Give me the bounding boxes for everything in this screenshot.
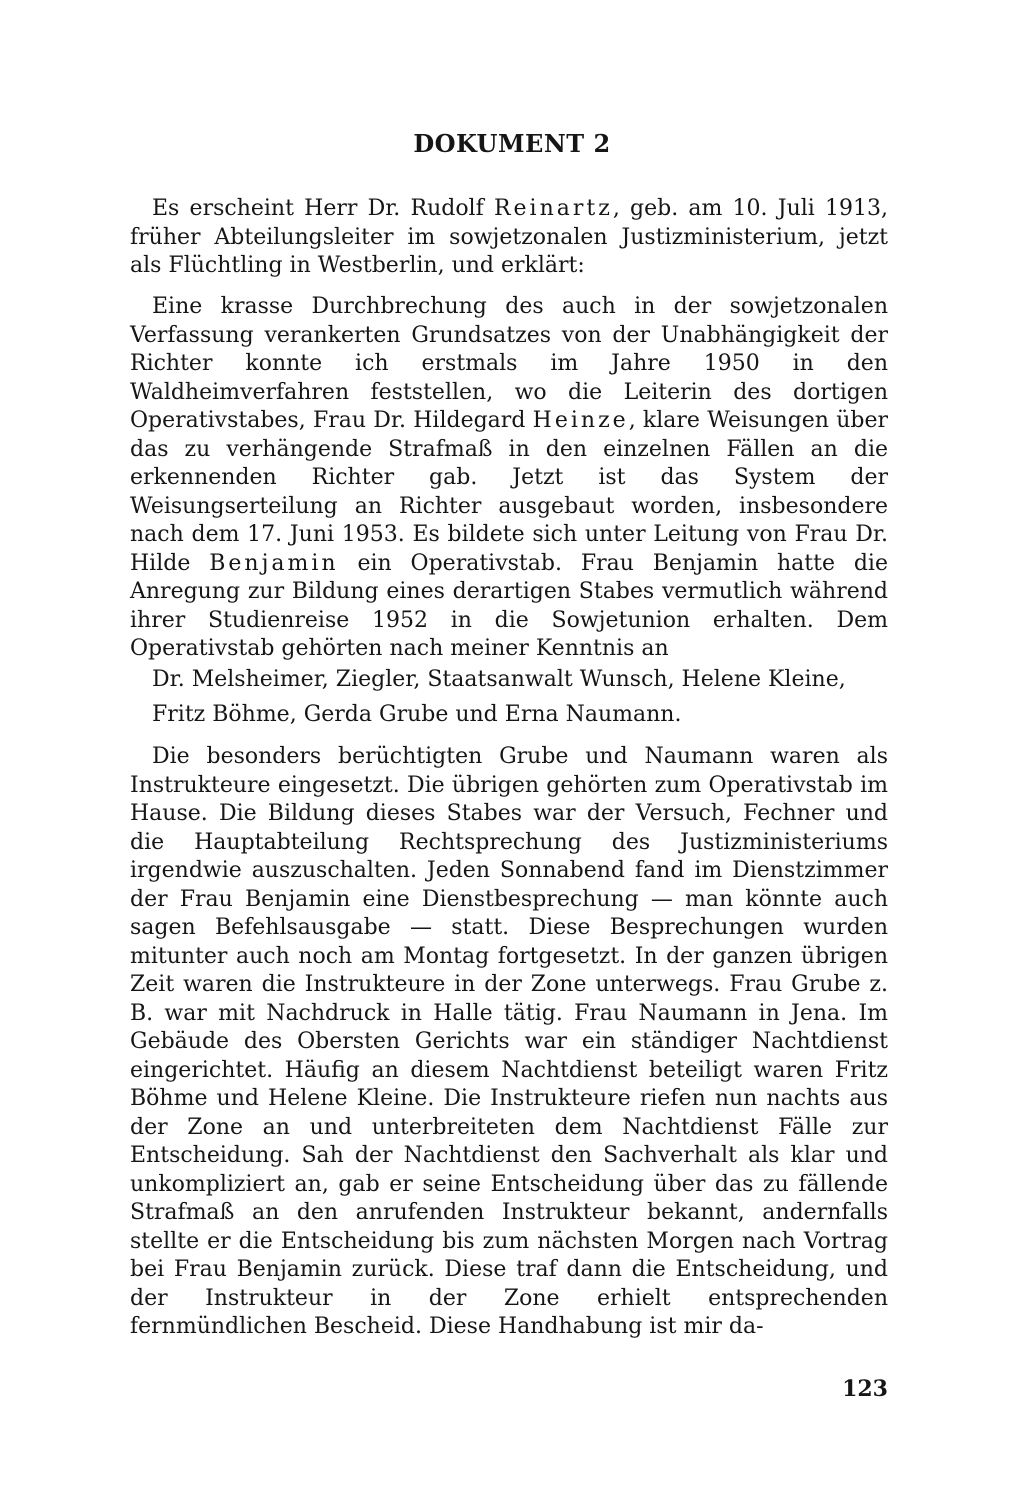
names-line-2: Fritz Böhme, Gerda Grube und Erna Naumann. xyxy=(152,702,682,727)
intro-before-name: Es erscheint Herr Dr. Rudolf xyxy=(152,196,494,221)
statement-part-1: Eine krasse Durchbrechung des auch in der sowjetzonalen Verfassung verankerten Grundsatzes von der Unabhängigkeit der Richter konnte ich erstmals im Jahre 1950 in den Waldheimverfahren feststellen, wo die Leiterin des dortigen Operativstabes, Frau Dr. Hildegard xyxy=(130,294,888,433)
statement-part-3: ein Operativstab. Frau Benjamin hatte die Anregung zur Bildung eines derartigen Stabes vermutlich während ihrer Studienreise 1952 in die Sowjetunion erhalten. Dem Operativstab gehörten nach meiner Kenntnis an xyxy=(130,550,888,661)
intro-name-spaced: Reinartz xyxy=(493,196,613,221)
intro-after-name: , geb. am 10. Juli 1913, früher Abteilungsleiter im sowjetzonalen Justizministerium, jetzt als Flüchtling in Westberlin, und erklärt: xyxy=(130,196,888,278)
names-list xyxy=(130,662,888,732)
intro-text xyxy=(130,195,888,281)
names-line-1: Dr. Melsheimer, Ziegler, Staatsanwalt Wunsch, Helene Kleine, xyxy=(152,667,846,692)
statement-name-benjamin: Benjamin xyxy=(209,550,339,576)
statement-paragraph xyxy=(130,293,888,664)
statement-text xyxy=(130,293,888,664)
body-text: Die besonders berüchtigten Grube und Naumann waren als Instrukteure eingesetzt. Die übrigen gehörten zum Operativstab im Hause. Die Bildung dieses Stabes war der Versuch, Fechner und die Hauptabteilung Rechtsprechung des Justizministeriums irgendwie auszuschalten. Jeden Sonnabend fand im Dienstzimmer der Frau Benjamin eine Dienstbesprechung — man könnte auch sagen Befehlsausgabe — statt. Diese Besprechungen wurden mitunter auch noch am Montag fortgesetzt. In der ganzen übrigen Zeit waren die Instrukteure in der Zone unterwegs. Frau Grube z. B. war mit Nachdruck in Halle tätig. Frau Naumann in Jena. Im Gebäude des Obersten Gerichts war ein ständiger Nachtdienst eingerichtet. Häufig an diesem Nachtdienst beteiligt waren Fritz Böhme und Helene Kleine. Die Instrukteure riefen nun nachts aus der Zone an und unterbreiteten dem Nachtdienst Fälle zur Entscheidung. Sah der Nachtdienst den Sachverhalt als klar und unkompliziert an, gab er seine Entscheidung über das zu fällende Strafmaß an den anrufenden Instrukteur bekannt, andernfalls stellte er die Entscheidung bis zum nächsten Morgen nach Vortrag bei Frau Benjamin zurück. Diese traf dann die Entscheidung, und der Instrukteur in der Zone erhielt entsprechenden fernmündlichen Bescheid. Diese Handhabung ist mir da- xyxy=(130,744,888,1339)
statement-part-2: , klare Weisungen über das zu verhängende Strafmaß in den einzelnen Fällen an die erkennenden Richter gab. Jetzt ist das System der Weisungserteilung an Richter ausgebaut worden, insbesondere nach dem 17. Juni 1953. Es bildete sich unter Leitung von Frau Dr. Hilde xyxy=(130,408,888,576)
body-paragraph xyxy=(130,743,888,1342)
intro-paragraph xyxy=(130,195,888,281)
document-heading: DOKUMENT 2 xyxy=(413,129,611,158)
statement-name-heinze: Heinze xyxy=(532,408,629,433)
page-number: 123 xyxy=(842,1376,888,1402)
